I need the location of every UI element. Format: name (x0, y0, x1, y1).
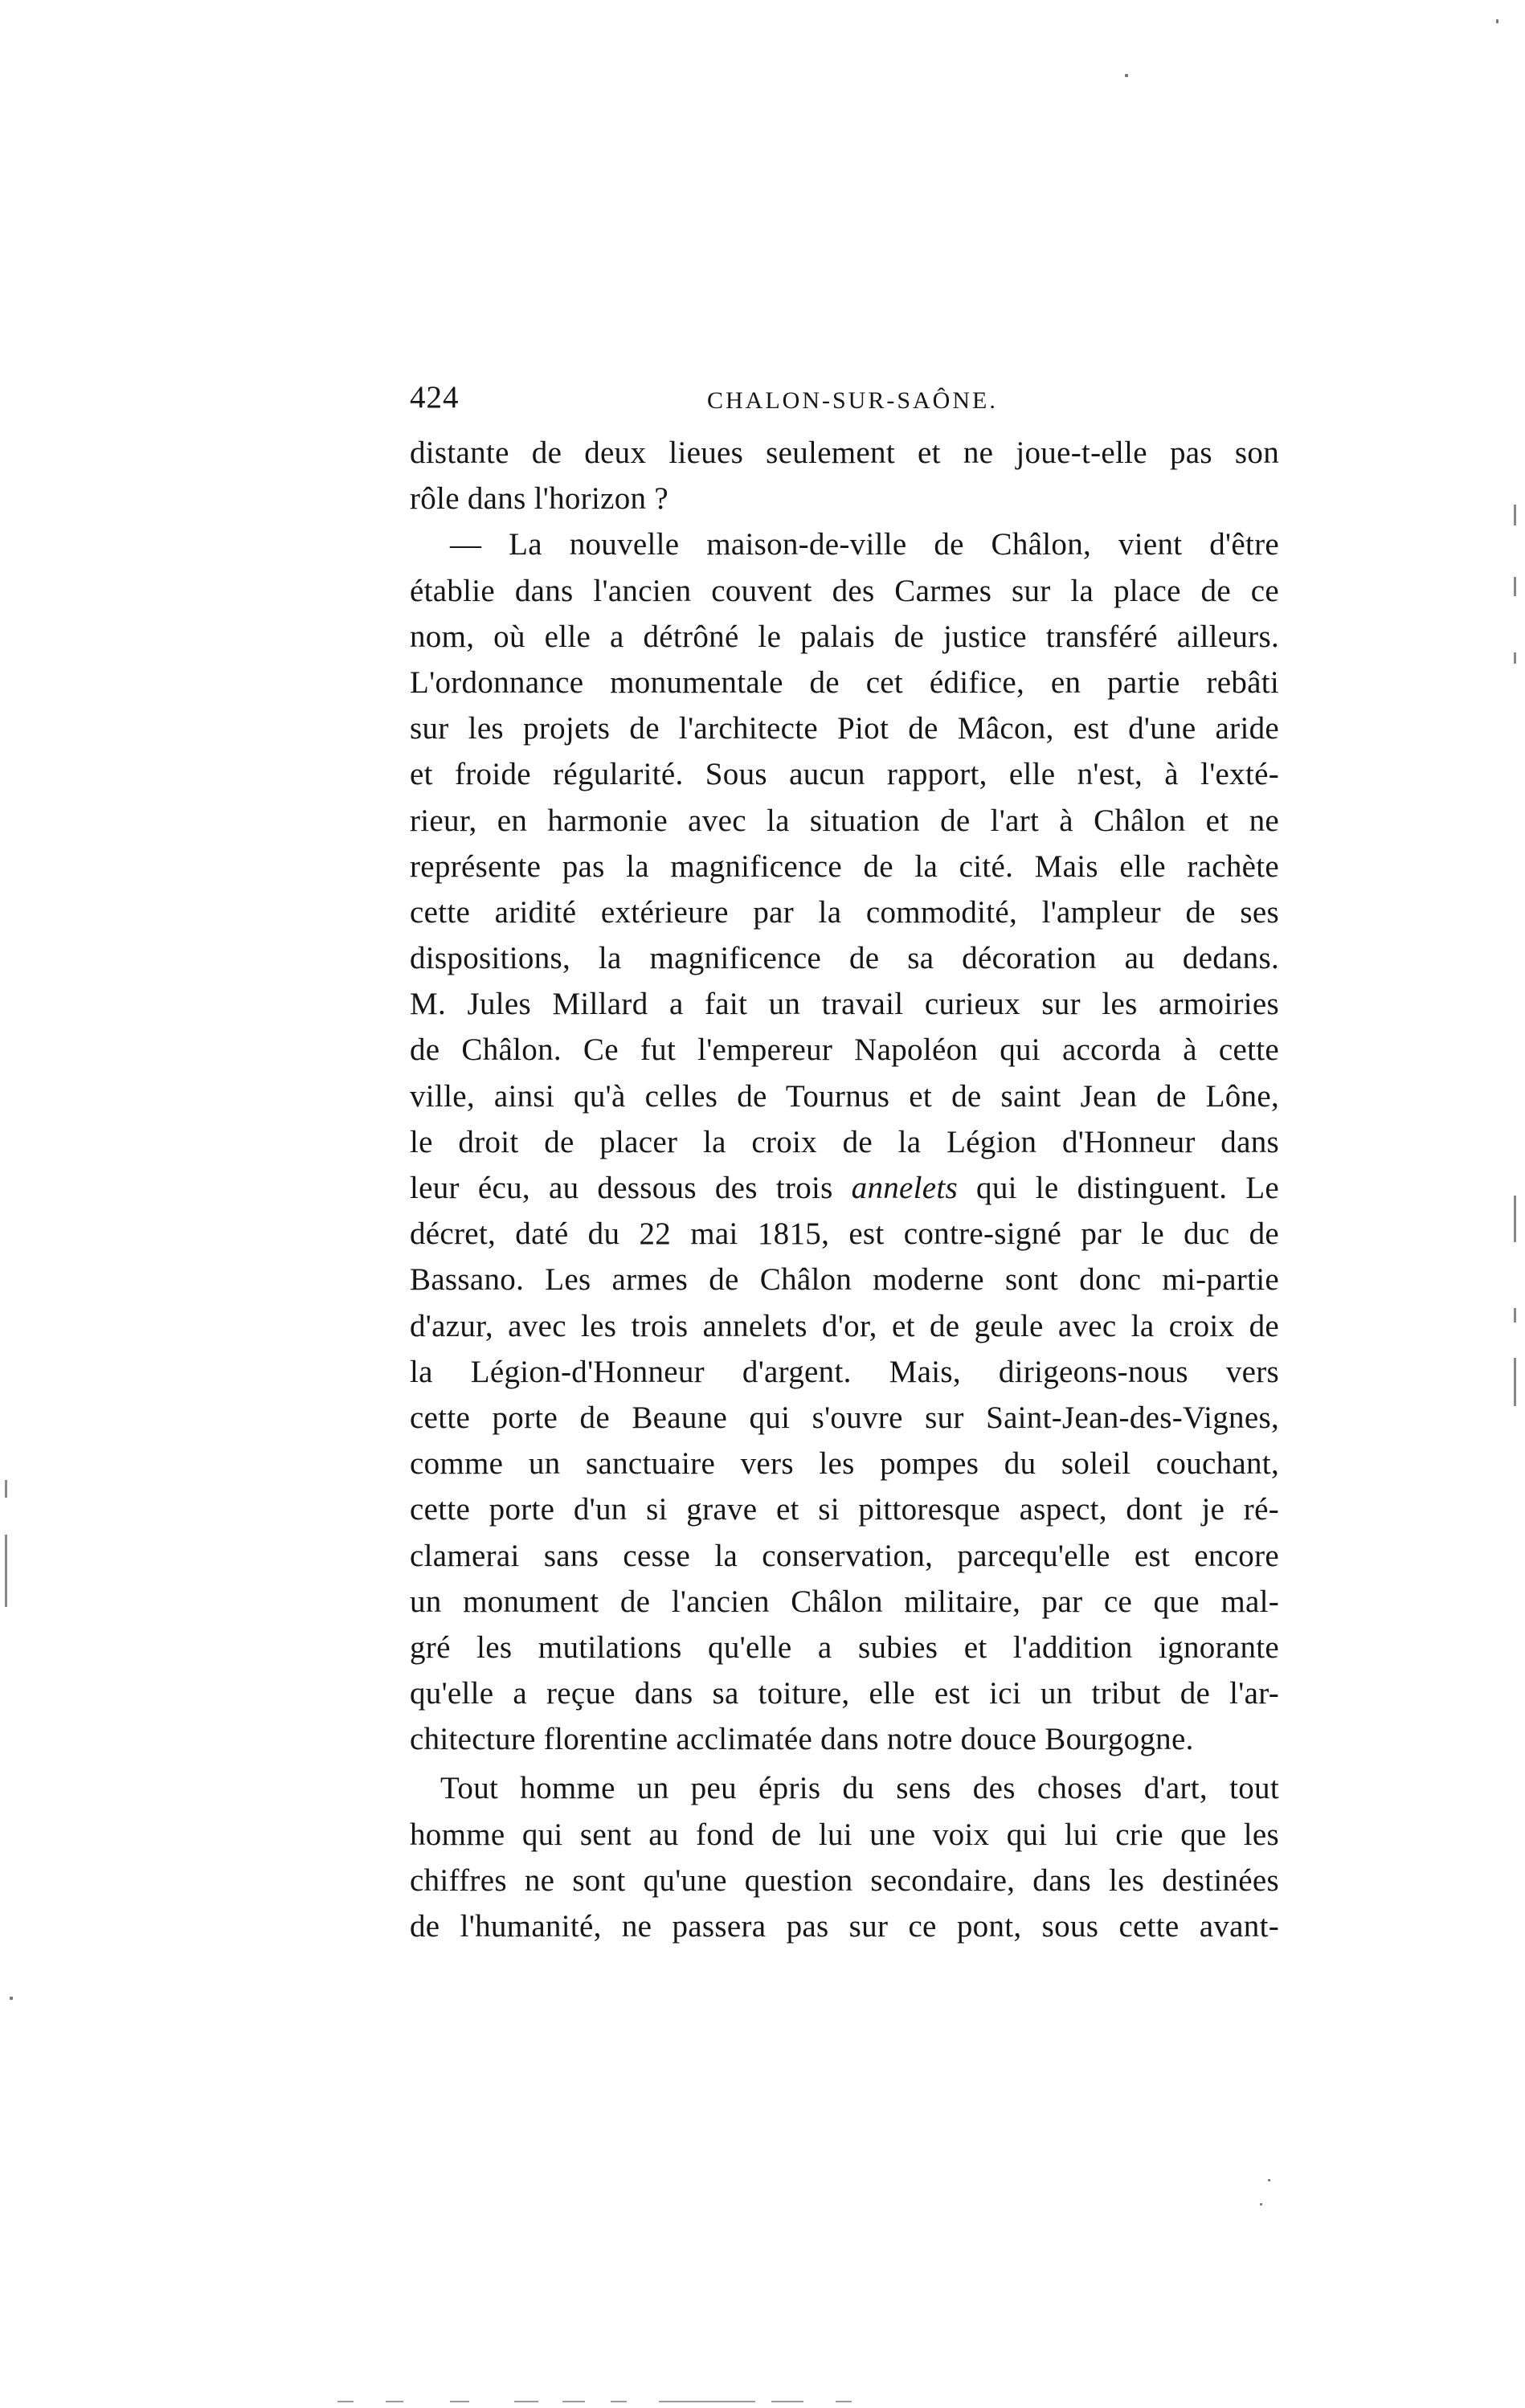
text-line: comme un sanctuaire vers les pompes du soleil couchant, (410, 1446, 1279, 1482)
text-line: Bassano. Les armes de Châlon moderne sont donc mi-partie (410, 1262, 1279, 1298)
scan-edge-mark (1514, 1308, 1516, 1323)
text-line: qu'elle a reçue dans sa toiture, elle est ici un tribut de l'ar- (410, 1676, 1279, 1711)
scan-bottom-line (611, 2401, 627, 2402)
scan-bottom-line (386, 2401, 403, 2402)
scan-bottom-line (514, 2401, 538, 2402)
text-line: L'ordonnance monumentale de cet édifice, en partie rebâti (410, 664, 1279, 700)
text-segment: leur écu, au dessous des trois (410, 1171, 852, 1205)
text-line: établie dans l'ancien couvent des Carmes sur la place de ce (410, 573, 1279, 608)
scan-edge-mark (1514, 577, 1516, 596)
text-line: de l'humanité, ne passera pas sur ce pont, sous cette avant- (410, 1909, 1279, 1944)
text-line: de Châlon. Ce fut l'empereur Napoléon qui accorda à cette (410, 1032, 1279, 1068)
text-line: décret, daté du 22 mai 1815, est contre-signé par le duc de (410, 1216, 1279, 1252)
scan-edge-mark (5, 1480, 7, 1498)
scan-speck (1260, 2203, 1262, 2206)
italic-word: annelets (851, 1171, 959, 1205)
page-number: 424 (410, 380, 460, 415)
text-line: cette aridité extérieure par la commodité, l'ampleur de ses (410, 894, 1279, 930)
scan-edge-mark (1514, 652, 1516, 664)
text-line: la Légion-d'Honneur d'argent. Mais, dirigeons-nous vers (410, 1354, 1279, 1389)
scan-bottom-line (450, 2401, 469, 2402)
text-line: cette porte de Beaune qui s'ouvre sur Saint-Jean-des-Vignes, (410, 1400, 1279, 1435)
text-line: et froide régularité. Sous aucun rapport, elle n'est, à l'exté- (410, 757, 1279, 792)
scan-bottom-line (337, 2401, 354, 2402)
scan-speck (1125, 74, 1128, 77)
text-line: représente pas la magnificence de la cité. Mais elle rachète (410, 848, 1279, 884)
text-line: homme qui sent au fond de lui une voix qui lui crie que les (410, 1817, 1279, 1852)
text-line: chitecture florentine acclimatée dans notre douce Bourgogne. (410, 1722, 1194, 1757)
text-line: — La nouvelle maison-de-ville de Châlon, vient d'être (450, 527, 1279, 562)
scan-speck (10, 1997, 13, 2000)
text-line: dispositions, la magnificence de sa décoration au dedans. (410, 941, 1279, 976)
text-line: M. Jules Millard a fait un travail curieux sur les armoiries (410, 987, 1279, 1022)
scan-bottom-line (562, 2401, 585, 2402)
body-text (410, 430, 1279, 1949)
scan-edge-mark (1514, 505, 1516, 525)
text-line: d'azur, avec les trois annelets d'or, et de geule avec la croix de (410, 1308, 1279, 1343)
text-line: clamerai sans cesse la conservation, parcequ'elle est encore (410, 1538, 1279, 1573)
page-header (410, 379, 1279, 424)
text-line: ville, ainsi qu'à celles de Tournus et de saint Jean de Lône, (410, 1078, 1279, 1114)
scan-edge-mark (1514, 1358, 1516, 1406)
text-segment: qui le distinguent. Le (958, 1171, 1279, 1205)
text-line: Tout homme un peu épris du sens des choses d'art, tout (440, 1771, 1279, 1806)
text-line: distante de deux lieues seulement et ne joue-t-elle pas son (410, 435, 1279, 470)
scan-bottom-line (771, 2401, 803, 2402)
text-line: chiffres ne sont qu'une question secondaire, dans les destinées (410, 1862, 1279, 1898)
scan-edge-mark (1514, 1196, 1516, 1242)
text-line: le droit de placer la croix de la Légion d'Honneur dans (410, 1124, 1279, 1159)
scan-bottom-line (659, 2401, 755, 2402)
text-line: gré les mutilations qu'elle a subies et l'addition ignorante (410, 1629, 1279, 1665)
scan-speck (1268, 2179, 1270, 2181)
text-line: sur les projets de l'architecte Piot de Mâcon, est d'une aride (410, 711, 1279, 746)
running-title: CHALON-SUR-SAÔNE. (707, 387, 998, 414)
text-line: nom, où elle a détrôné le palais de justice transféré ailleurs. (410, 619, 1279, 654)
scan-edge-mark (5, 1535, 7, 1607)
text-line: rôle dans l'horizon ? (410, 481, 668, 517)
scan-bottom-line (836, 2401, 852, 2402)
text-line: cette porte d'un si grave et si pittoresque aspect, dont je ré- (410, 1492, 1279, 1527)
scan-speck (1496, 19, 1498, 23)
text-line: un monument de l'ancien Châlon militaire, par ce que mal- (410, 1584, 1279, 1619)
text-line: rieur, en harmonie avec la situation de l'art à Châlon et ne (410, 803, 1279, 838)
text-line (410, 1165, 1279, 1211)
